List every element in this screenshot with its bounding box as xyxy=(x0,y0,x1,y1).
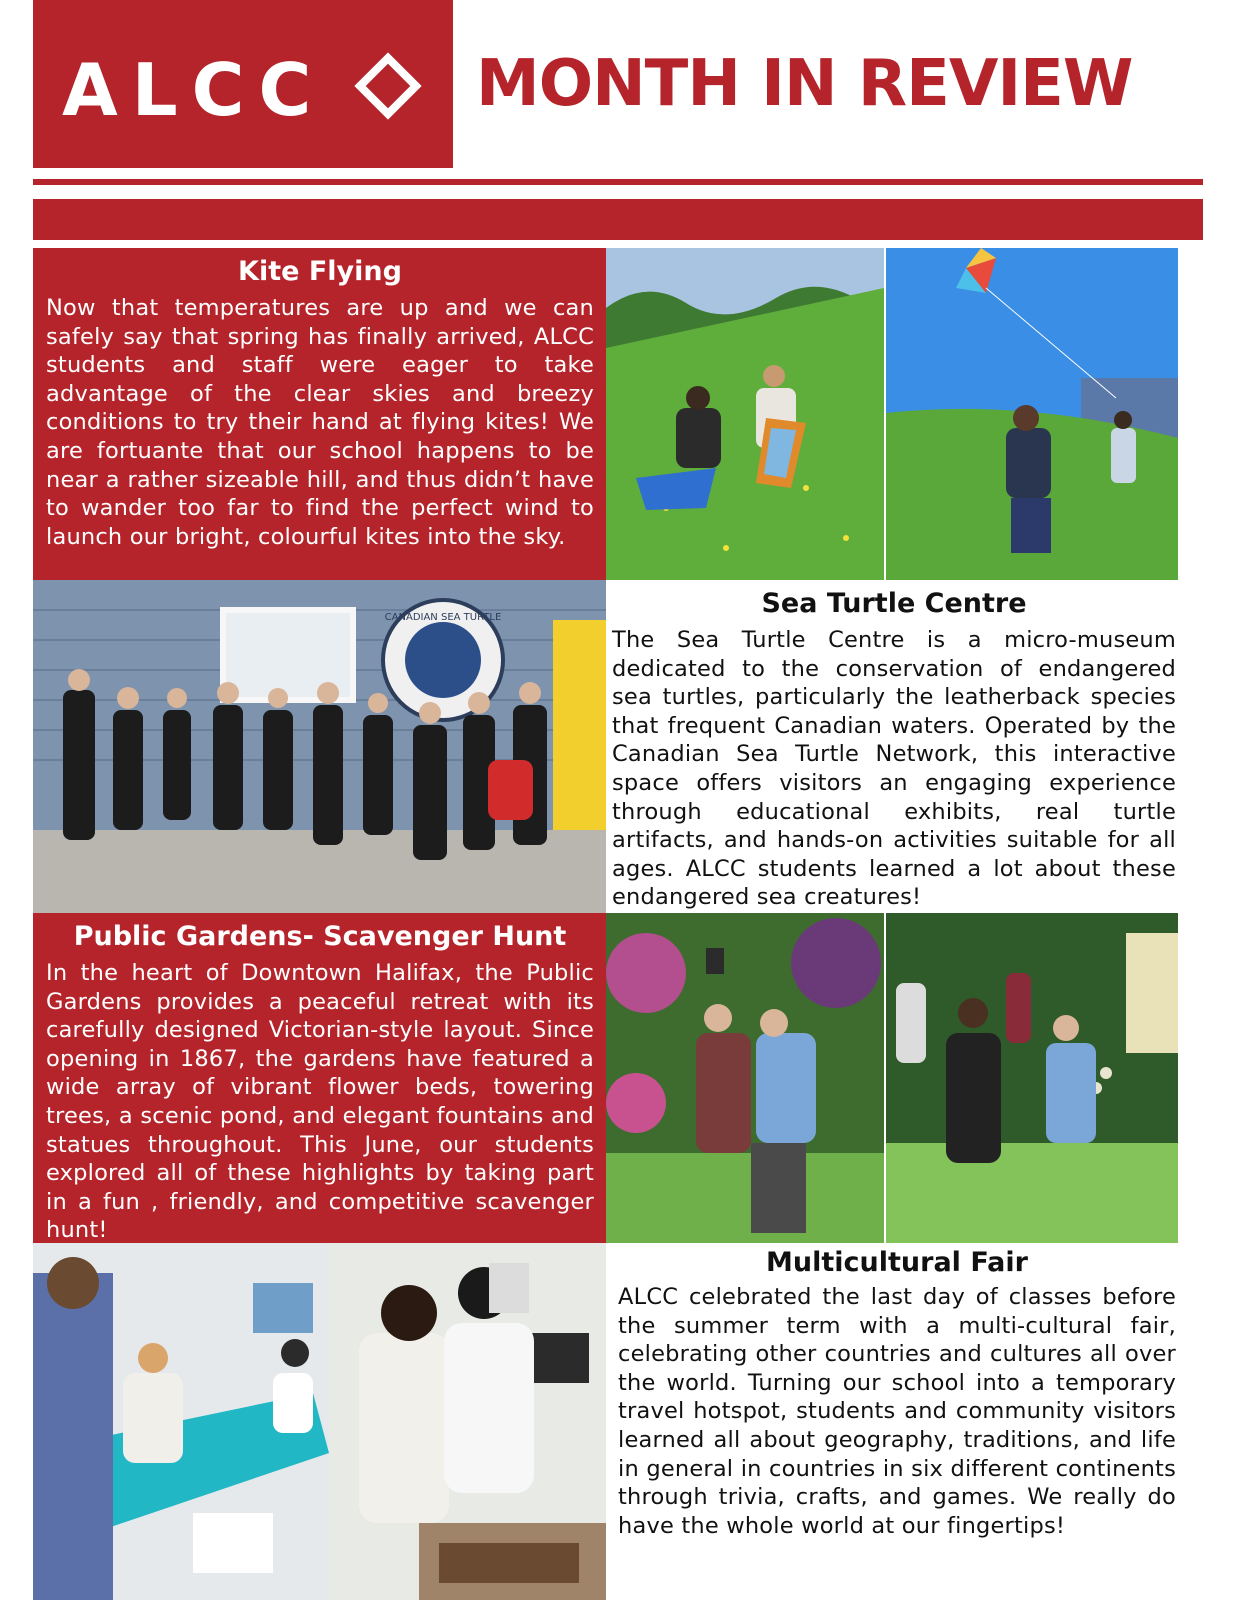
gardens-selfie-photo xyxy=(606,913,884,1243)
multicultural-fair-body: ALCC celebrated the last day of classes before the summer term with a multi-cultural fair, celebrating other countries and cultures all over the world. Turning our school into a temporary travel hotspot, students and community visitors learned all about geography, traditions, and life in general in countries in six different continents through trivia, crafts, and games. We really do have the whole world at our fingertips! xyxy=(618,1284,1176,1539)
sea-turtle-body: The Sea Turtle Centre is a micro-museum dedicated to the conservation of endangered sea turtles, particularly the leatherback species that frequent Canadian waters. Operated by the Canadian Sea Turtle Network, this interactive space offers visitors an engaging experience through educational exhibits, real turtle artifacts, and hands-on activities suitable for all ages. ALCC students learned a lot about these endangered sea creatures! xyxy=(612,627,1176,911)
header-divider-thick xyxy=(33,199,1203,240)
header-divider-thin xyxy=(33,179,1203,185)
chevron-diamond-logo-icon xyxy=(352,50,424,122)
multicultural-fair-section xyxy=(606,1243,1190,1600)
turtle-sign-text: CANADIAN SEA TURTLE xyxy=(384,612,502,623)
public-gardens-section xyxy=(33,913,606,1243)
logo-text: ALCC xyxy=(62,48,326,132)
multicultural-fair-title: Multicultural Fair xyxy=(766,1247,1028,1278)
public-gardens-title: Public Gardens- Scavenger Hunt xyxy=(73,921,567,952)
kite-flying-title: Kite Flying xyxy=(238,256,402,287)
fair-photo-students-board-game xyxy=(329,1243,606,1600)
sea-turtle-title: Sea Turtle Centre xyxy=(761,588,1027,619)
kite-flying-body: Now that temperatures are up and we can safely say that spring has finally arrived, ALCC students and staff were eager to take advantage of the clear skies and breezy conditions to try their hand at flying kites! We are fortuante that our school happens to be near a rather sizeable hill, and thus didn’t have to wander too far to find the perfect wind to launch our bright, colourful kites into the sky. xyxy=(46,295,594,550)
kite-flying-section xyxy=(33,248,606,580)
public-gardens-body: In the heart of Downtown Halifax, the Public Gardens provides a peaceful retreat with its carefully designed Victorian-style layout. Since opening in 1867, the gardens have featured a wide array of vibrant flower beds, towering trees, a scenic pond, and elegant fountains and statues throughout. This June, our students explored all of these highlights by taking part in a fun , friendly, and competitive scavenger hunt! xyxy=(46,960,594,1244)
gardens-hunt-photo xyxy=(886,913,1178,1243)
page-title: MONTH IN REVIEW xyxy=(476,47,1133,121)
sea-turtle-section xyxy=(606,580,1190,913)
fair-photo-table-crafts xyxy=(33,1243,329,1600)
sea-turtle-group-photo xyxy=(33,580,606,913)
kite-photo-flying-kite xyxy=(886,248,1178,580)
kite-photo-group-on-hill xyxy=(606,248,884,580)
